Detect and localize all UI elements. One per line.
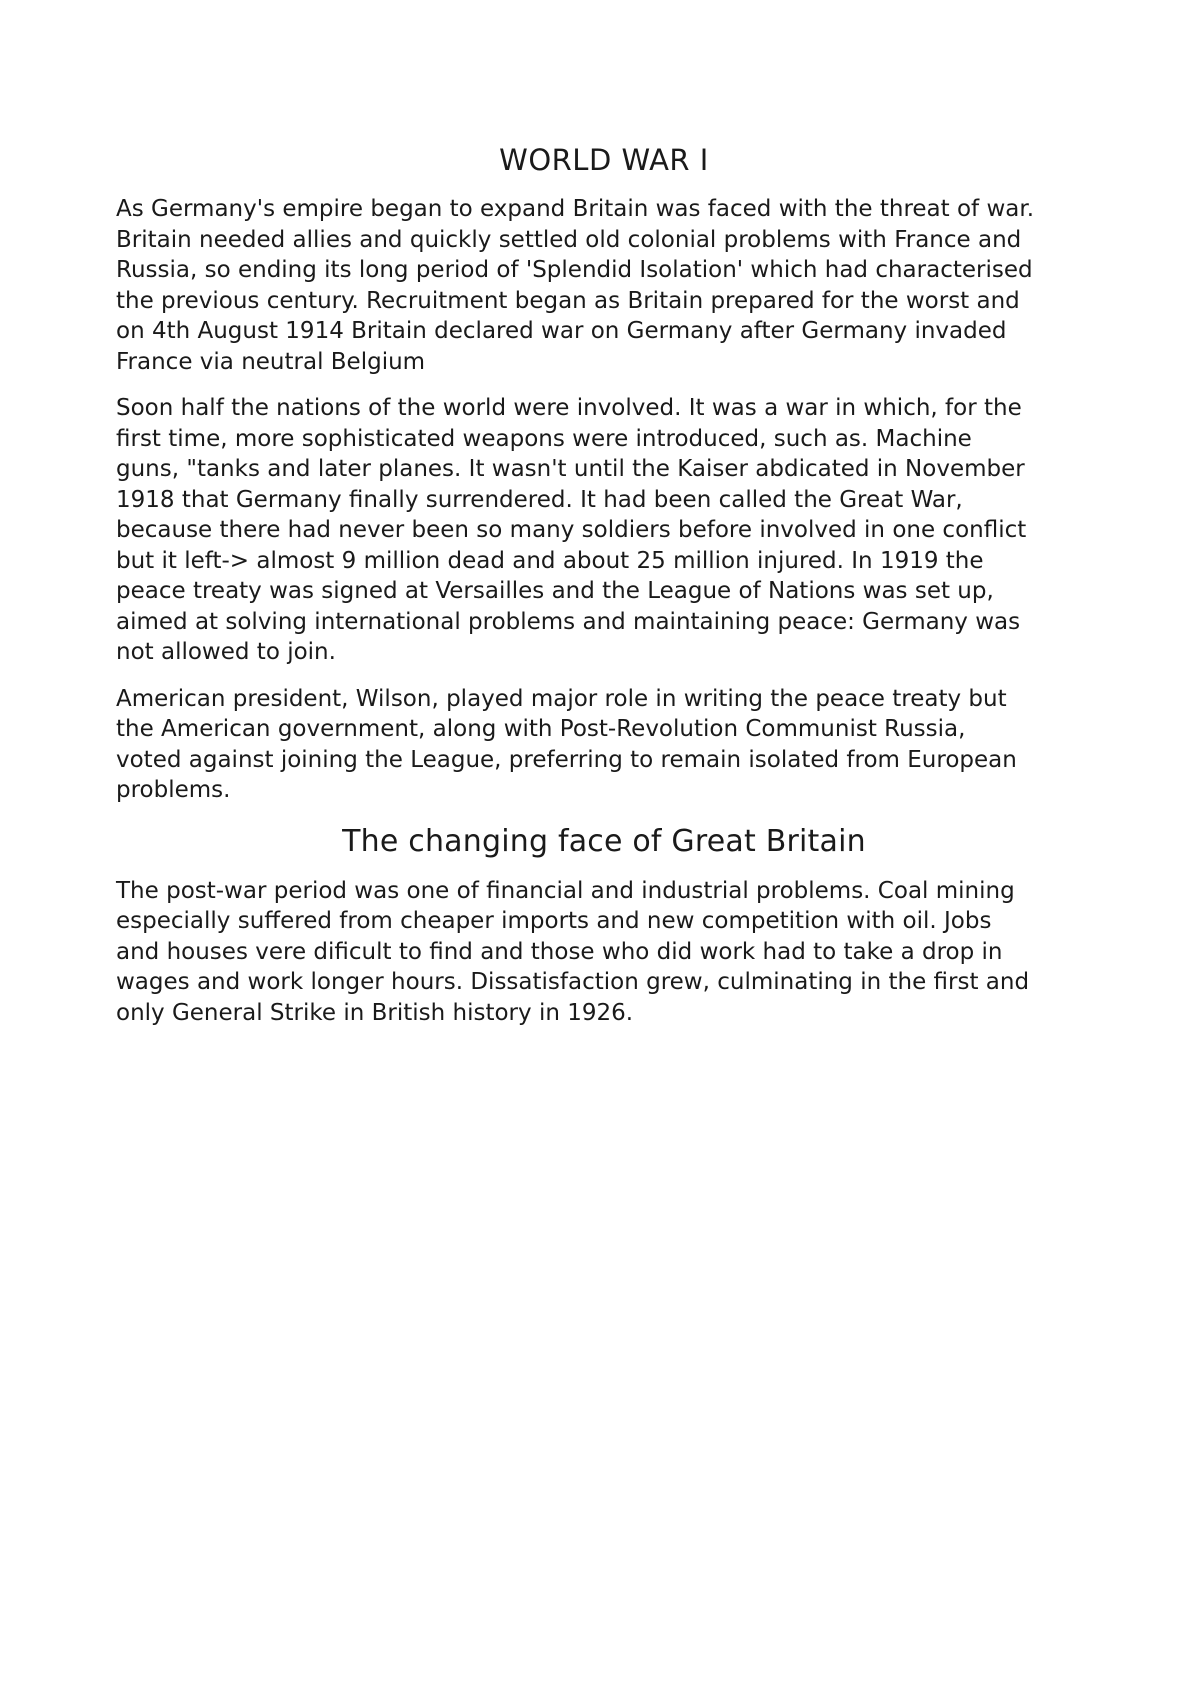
paragraph-peace-treaty: American president, Wilson, played major role in writing the peace treaty but the American government, along with Post-Revolution Communist Russia, voted against joining the League, preferring to remain isolated from European problems. bbox=[116, 685, 1017, 803]
document-page bbox=[116, 140, 1092, 1044]
section-heading: The changing face of Great Britain bbox=[342, 823, 866, 859]
document-title: WORLD WAR I bbox=[499, 143, 709, 177]
paragraph-war-course: Soon half the nations of the world were involved. It was a war in which, for the first time, more sophisticated weapons were introduced, such as. Machine guns, "tanks and later planes. It wasn't until the Kaiser abdicated in November 1918 that Germany finally surrendered. It had been called the Great War, because there had never been so many soldiers before involved in one conflict but it left-> almost 9 million dead and about 25 million injured. In 1919 the peace treaty was signed at Versailles and the League of Nations was set up, aimed at solving international problems and maintaining peace: Germany was not allowed to join. bbox=[116, 395, 1027, 665]
paragraph-outbreak: As Germany's empire began to expand Britain was faced with the threat of war. Britain needed allies and quickly settled old colonial problems with France and Russia, so ending its long period of 'Splendid Isolation' which had characterised the previous century. Recruitment began as Britain prepared for the worst and on 4th August 1914 Britain declared war on Germany after Germany invaded France via neutral Belgium bbox=[116, 196, 1035, 375]
paragraph-post-war: The post-war period was one of financial and industrial problems. Coal mining especially suffered from cheaper imports and new competition with oil. Jobs and houses vere dificult to find and those who did work had to take a drop in wages and work longer hours. Dissatisfaction grew, culminating in the first and only General Strike in British history in 1926. bbox=[116, 877, 1030, 1026]
